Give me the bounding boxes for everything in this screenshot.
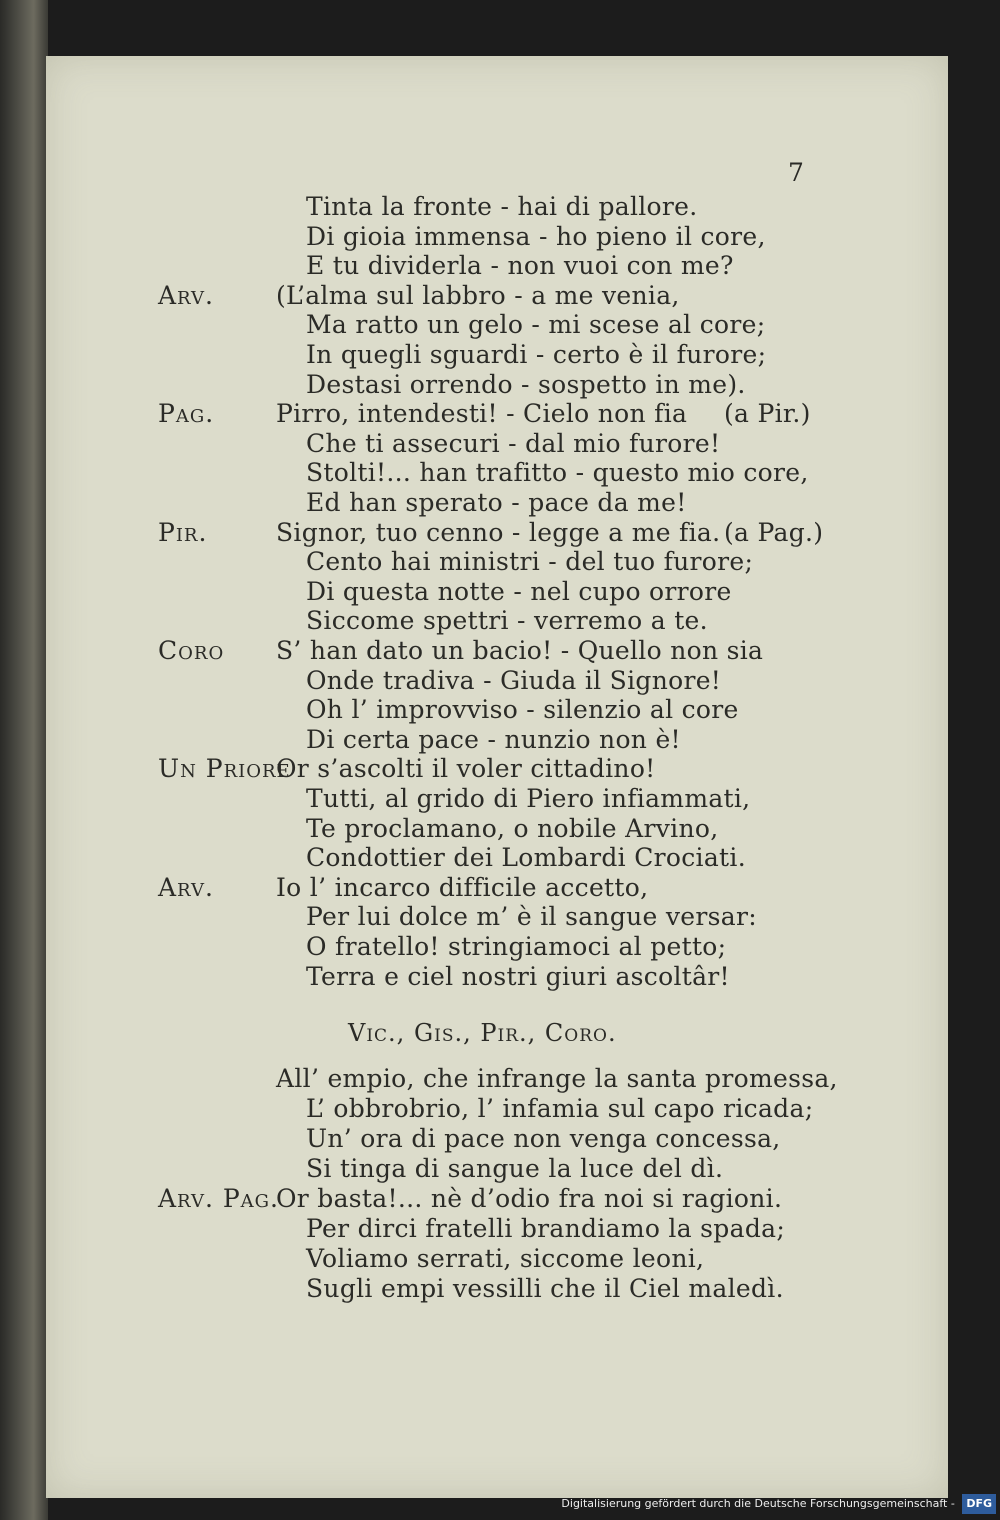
verse-line <box>0 340 840 370</box>
speaker-name: Un Priore <box>158 754 291 784</box>
speaker-name: Pag. <box>158 399 215 429</box>
verse-line <box>0 1214 840 1244</box>
verse-text: Di gioia immensa - ho pieno il core, <box>306 221 766 251</box>
verse-line <box>0 1064 840 1094</box>
verse-text: In quegli sguardi - certo è il furore; <box>306 340 767 369</box>
verse-line <box>0 251 840 281</box>
verse-line <box>0 518 840 548</box>
section-heading: Vic., Gis., Pir., Coro. <box>348 1019 617 1047</box>
verse-line <box>0 222 840 252</box>
verse-text: L’ obbrobrio, l’ infamia sul capo ricada; <box>306 1094 814 1123</box>
verse-line <box>0 547 840 577</box>
verse-line <box>0 488 840 518</box>
verse-line <box>0 962 840 992</box>
verse-text: Voliamo serrati, siccome leoni, <box>306 1244 705 1273</box>
verse-line <box>0 784 840 814</box>
verse-text: Or basta!... nè d’odio fra noi si ragioni. <box>276 1184 783 1213</box>
verse-text: S’ han dato un bacio! - Quello non sia <box>276 636 764 665</box>
verse-line <box>0 399 840 429</box>
verse-line <box>0 1274 840 1304</box>
verse-line <box>0 192 840 222</box>
verse-line <box>0 281 840 311</box>
verse-line <box>0 1244 840 1274</box>
verse-line <box>0 429 840 459</box>
verse-line <box>0 458 840 488</box>
verse-text: Destasi orrendo - sospetto in me). <box>306 369 746 399</box>
stage-direction: (a Pir.) <box>724 399 811 429</box>
verse-text: All’ empio, che infrange la santa promessa, <box>276 1064 838 1093</box>
verse-line <box>0 606 840 636</box>
verse-text: Or s’ascolti il voler cittadino! <box>276 754 656 784</box>
verse-line <box>0 577 840 607</box>
verse-line <box>0 310 840 340</box>
verse-text: Che ti assecuri - dal mio furore! <box>306 428 721 458</box>
speaker-name: Pir. <box>158 517 208 547</box>
verse-line <box>0 666 840 696</box>
verse-line <box>0 370 840 400</box>
credit-text: Digitalisierung gefördert durch die Deutsche Forschungsgemeinschaft - <box>561 1497 955 1510</box>
verse-text: (L’alma sul labbro - a me venia, <box>276 280 680 310</box>
verse-line <box>0 902 840 932</box>
verse-line <box>0 695 840 725</box>
verse-line <box>0 1154 840 1184</box>
verse-text: Di certa pace - nunzio non è! <box>306 724 681 754</box>
verse-text: Onde tradiva - Giuda il Signore! <box>306 665 722 695</box>
page-number: 7 <box>788 158 804 187</box>
verse-text: Terra e ciel nostri giuri ascoltâr! <box>306 961 730 991</box>
dfg-logo: DFG <box>962 1494 996 1514</box>
verse-text: Signor, tuo cenno - legge a me fia. <box>276 517 721 547</box>
verse-text: Pirro, intendesti! - Cielo non fia <box>276 399 688 429</box>
verse-text: Io l’ incarco difficile accetto, <box>276 872 649 902</box>
verse-text: Siccome spettri - verremo a te. <box>306 606 708 636</box>
verse-text: Te proclamano, o nobile Arvino, <box>306 813 719 843</box>
verse-line <box>0 754 840 784</box>
verse-text: Ma ratto un gelo - mi scese al core; <box>306 310 766 340</box>
speaker-name: Arv. <box>158 872 214 902</box>
verse-line <box>0 1094 840 1124</box>
verse-text: Per dirci fratelli brandiamo la spada; <box>306 1214 786 1243</box>
speaker-name: Arv. <box>158 280 214 310</box>
verse-text: Di questa notte - nel cupo orrore <box>306 576 732 606</box>
verse-text: Si tinga di sangue la luce del dì. <box>306 1154 724 1183</box>
verse-line <box>0 932 840 962</box>
verse-text: Condottier dei Lombardi Crociati. <box>306 843 746 873</box>
verse-line <box>0 636 840 666</box>
verse-text: Stolti!... han trafitto - questo mio core, <box>306 458 809 488</box>
speaker-name: Coro <box>158 636 225 665</box>
verse-text: Sugli empi vessilli che il Ciel maledì. <box>306 1274 784 1303</box>
speaker-name: Arv. Pag. <box>158 1184 280 1213</box>
verse-line <box>0 725 840 755</box>
verse-text: Un’ ora di pace non venga concessa, <box>306 1124 781 1153</box>
verse-line <box>0 1184 840 1214</box>
verse-text: Per lui dolce m’ è il sangue versar: <box>306 902 757 932</box>
verse-text: Tinta la fronte - hai di pallore. <box>306 192 698 221</box>
verse-text: Oh l’ improvviso - silenzio al core <box>306 695 739 725</box>
verse-line <box>0 873 840 903</box>
verse-line <box>0 814 840 844</box>
verse-line <box>0 843 840 873</box>
stage-direction: (a Pag.) <box>724 517 824 547</box>
verse-line <box>0 1124 840 1154</box>
verse-text: Ed han sperato - pace da me! <box>306 488 687 517</box>
verse-text: Tutti, al grido di Piero infiammati, <box>306 784 751 813</box>
verse-text: E tu dividerla - non vuoi con me? <box>306 251 734 281</box>
digitization-credit <box>561 1494 996 1514</box>
verse-text: O fratello! stringiamoci al petto; <box>306 932 727 961</box>
verse-text: Cento hai ministri - del tuo furore; <box>306 547 754 577</box>
